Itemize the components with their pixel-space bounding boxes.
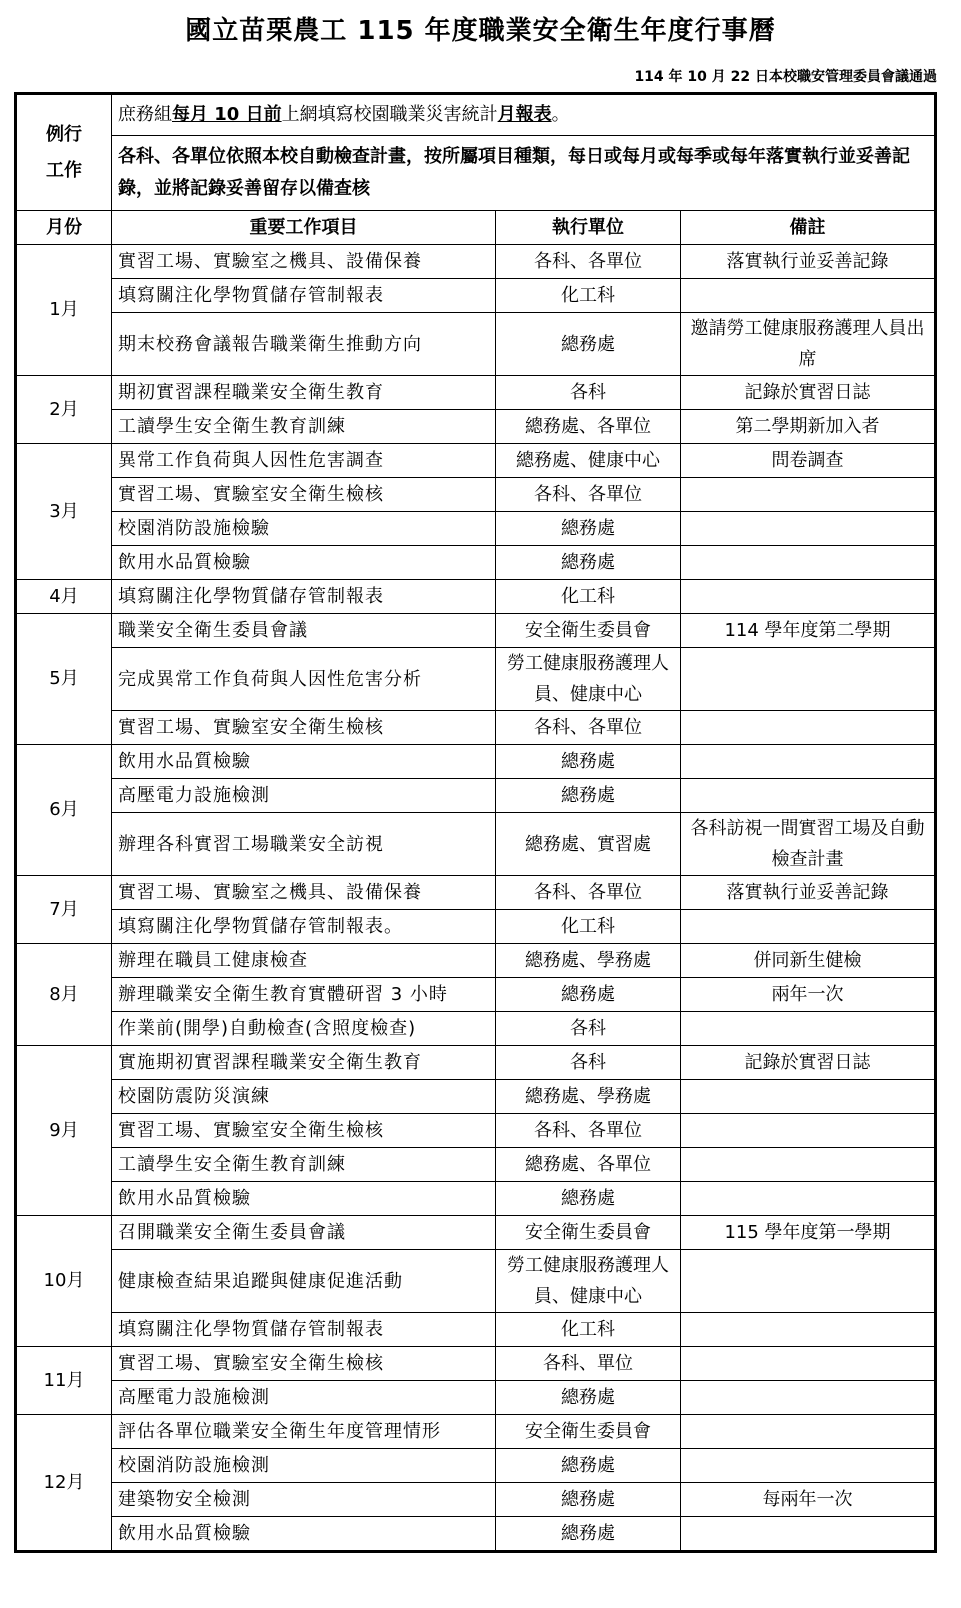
calendar-table: [14, 92, 937, 1553]
month-cell: 10月: [16, 1216, 112, 1347]
unit-cell: 總務處、學務處: [496, 1080, 681, 1114]
note-cell: 記錄於實習日誌: [681, 1046, 936, 1080]
month-cell: 12月: [16, 1415, 112, 1552]
routine-item-1: [112, 94, 936, 136]
header-unit: 執行單位: [496, 211, 681, 245]
item-cell: 實習工場、實驗室安全衛生檢核: [112, 1114, 496, 1148]
unit-cell: 總務處: [496, 978, 681, 1012]
unit-cell: 化工科: [496, 910, 681, 944]
routine-label-line2: 工作: [46, 159, 82, 181]
item-cell: 實習工場、實驗室安全衛生檢核: [112, 1347, 496, 1381]
month-cell: 3月: [16, 444, 112, 580]
table-row: [16, 1182, 936, 1216]
unit-cell: 總務處: [496, 1483, 681, 1517]
item-cell: 填寫關注化學物質儲存管制報表: [112, 279, 496, 313]
routine-text: 。: [551, 104, 570, 125]
table-row: [16, 376, 936, 410]
unit-cell: 各科、單位: [496, 1347, 681, 1381]
month-cell: 6月: [16, 745, 112, 876]
note-cell: [681, 1313, 936, 1347]
table-row: [16, 313, 936, 376]
item-cell: 工讀學生安全衛生教育訓練: [112, 1148, 496, 1182]
header-note: 備註: [681, 211, 936, 245]
item-cell: 實習工場、實驗室安全衛生檢核: [112, 711, 496, 745]
table-row: [16, 512, 936, 546]
routine-text: 上網填寫校園職業災害統計: [281, 104, 498, 125]
note-cell: [681, 1347, 936, 1381]
unit-cell: 總務處、健康中心: [496, 444, 681, 478]
table-header: [16, 211, 936, 245]
header-month: 月份: [16, 211, 112, 245]
note-cell: 落實執行並妥善記錄: [681, 245, 936, 279]
month-cell: 9月: [16, 1046, 112, 1216]
table-row: [16, 1449, 936, 1483]
item-cell: 飲用水品質檢驗: [112, 745, 496, 779]
month-cell: 11月: [16, 1347, 112, 1415]
table-row: [16, 279, 936, 313]
note-cell: 第二學期新加入者: [681, 410, 936, 444]
table-row: [16, 813, 936, 876]
item-cell: 飲用水品質檢驗: [112, 1517, 496, 1552]
unit-cell: 各科、各單位: [496, 478, 681, 512]
unit-cell: 總務處、各單位: [496, 410, 681, 444]
unit-cell: 各科、各單位: [496, 245, 681, 279]
table-row: [16, 1046, 936, 1080]
unit-cell: 安全衛生委員會: [496, 614, 681, 648]
unit-cell: 化工科: [496, 580, 681, 614]
item-cell: 校園消防設施檢測: [112, 1449, 496, 1483]
table-row: [16, 1517, 936, 1552]
item-cell: 完成異常工作負荷與人因性危害分析: [112, 648, 496, 711]
document-title: 國立苗栗農工 115 年度職業安全衛生年度行事曆: [185, 16, 776, 46]
unit-cell: 勞工健康服務護理人員、健康中心: [496, 648, 681, 711]
month-cell: 1月: [16, 245, 112, 376]
item-cell: 期末校務會議報告職業衛生推動方向: [112, 313, 496, 376]
table-row: [16, 978, 936, 1012]
note-cell: 115 學年度第一學期: [681, 1216, 936, 1250]
table-row: [16, 1216, 936, 1250]
item-cell: 高壓電力設施檢測: [112, 1381, 496, 1415]
item-cell: 辦理各科實習工場職業安全訪視: [112, 813, 496, 876]
routine-deadline: 每月 10 日前: [172, 104, 282, 125]
routine-row-2: [16, 136, 936, 211]
item-cell: 工讀學生安全衛生教育訓練: [112, 410, 496, 444]
item-cell: 高壓電力設施檢測: [112, 779, 496, 813]
month-cell: 2月: [16, 376, 112, 444]
note-cell: [681, 1012, 936, 1046]
table-row: [16, 1347, 936, 1381]
note-cell: [681, 779, 936, 813]
table-row: [16, 1080, 936, 1114]
unit-cell: 總務處、實習處: [496, 813, 681, 876]
routine-item-2: 各科、各單位依照本校自動檢查計畫，按所屬項目種類，每日或每月或每季或每年落實執行並妥善記錄，並將記錄妥善留存以備查核: [112, 136, 936, 211]
item-cell: 校園防震防災演練: [112, 1080, 496, 1114]
note-cell: 兩年一次: [681, 978, 936, 1012]
table-row: [16, 546, 936, 580]
item-cell: 填寫關注化學物質儲存管制報表: [112, 580, 496, 614]
table-row: [16, 1381, 936, 1415]
note-cell: 問卷調查: [681, 444, 936, 478]
note-cell: [681, 1449, 936, 1483]
unit-cell: 總務處: [496, 1449, 681, 1483]
unit-cell: 總務處: [496, 1182, 681, 1216]
item-cell: 健康檢查結果追蹤與健康促進活動: [112, 1250, 496, 1313]
unit-cell: 總務處: [496, 745, 681, 779]
note-cell: 記錄於實習日誌: [681, 376, 936, 410]
note-cell: [681, 1080, 936, 1114]
note-cell: [681, 512, 936, 546]
unit-cell: 化工科: [496, 279, 681, 313]
item-cell: 評估各單位職業安全衛生年度管理情形: [112, 1415, 496, 1449]
table-row: [16, 1313, 936, 1347]
unit-cell: 總務處、各單位: [496, 1148, 681, 1182]
unit-cell: 安全衛生委員會: [496, 1216, 681, 1250]
unit-cell: 總務處: [496, 313, 681, 376]
routine-row-1: [16, 94, 936, 136]
table-row: [16, 648, 936, 711]
routine-text: 庶務組: [118, 104, 172, 125]
note-cell: [681, 1182, 936, 1216]
item-cell: 建築物安全檢測: [112, 1483, 496, 1517]
unit-cell: 總務處、學務處: [496, 944, 681, 978]
table-row: [16, 410, 936, 444]
note-cell: [681, 1381, 936, 1415]
unit-cell: 總務處: [496, 779, 681, 813]
item-cell: 期初實習課程職業安全衛生教育: [112, 376, 496, 410]
note-cell: 114 學年度第二學期: [681, 614, 936, 648]
note-cell: 併同新生健檢: [681, 944, 936, 978]
item-cell: 實施期初實習課程職業安全衛生教育: [112, 1046, 496, 1080]
item-cell: 異常工作負荷與人因性危害調查: [112, 444, 496, 478]
item-cell: 校園消防設施檢驗: [112, 512, 496, 546]
table-row: [16, 1114, 936, 1148]
note-cell: [681, 1114, 936, 1148]
table-row: [16, 614, 936, 648]
table-row: [16, 478, 936, 512]
note-cell: [681, 1517, 936, 1552]
routine-report: 月報表: [497, 104, 552, 125]
unit-cell: 各科: [496, 1012, 681, 1046]
item-cell: 辦理在職員工健康檢查: [112, 944, 496, 978]
item-cell: 填寫關注化學物質儲存管制報表。: [112, 910, 496, 944]
routine-label-line1: 例行: [46, 123, 82, 145]
unit-cell: 各科: [496, 1046, 681, 1080]
table-row: [16, 1483, 936, 1517]
item-cell: 實習工場、實驗室之機具、設備保養: [112, 245, 496, 279]
table-row: [16, 444, 936, 478]
item-cell: 辦理職業安全衛生教育實體研習 3 小時: [112, 978, 496, 1012]
month-cell: 5月: [16, 614, 112, 745]
table-row: [16, 711, 936, 745]
note-cell: 落實執行並妥善記錄: [681, 876, 936, 910]
item-cell: 填寫關注化學物質儲存管制報表: [112, 1313, 496, 1347]
unit-cell: 各科、各單位: [496, 876, 681, 910]
item-cell: 職業安全衛生委員會議: [112, 614, 496, 648]
table-row: [16, 1415, 936, 1449]
note-cell: 各科訪視一間實習工場及自動檢查計畫: [681, 813, 936, 876]
table-row: [16, 779, 936, 813]
table-row: [16, 876, 936, 910]
unit-cell: 總務處: [496, 546, 681, 580]
note-cell: [681, 711, 936, 745]
item-cell: 實習工場、實驗室安全衛生檢核: [112, 478, 496, 512]
note-cell: 每兩年一次: [681, 1483, 936, 1517]
unit-cell: 各科、各單位: [496, 711, 681, 745]
item-cell: 飲用水品質檢驗: [112, 1182, 496, 1216]
table-row: [16, 245, 936, 279]
unit-cell: 總務處: [496, 512, 681, 546]
unit-cell: 安全衛生委員會: [496, 1415, 681, 1449]
month-cell: 8月: [16, 944, 112, 1046]
note-cell: [681, 745, 936, 779]
item-cell: 實習工場、實驗室之機具、設備保養: [112, 876, 496, 910]
note-cell: [681, 910, 936, 944]
table-row: [16, 1148, 936, 1182]
note-cell: [681, 1250, 936, 1313]
note-cell: 邀請勞工健康服務護理人員出席: [681, 313, 936, 376]
note-cell: [681, 546, 936, 580]
table-row: [16, 1250, 936, 1313]
unit-cell: 各科、各單位: [496, 1114, 681, 1148]
note-cell: [681, 580, 936, 614]
note-cell: [681, 478, 936, 512]
unit-cell: 勞工健康服務護理人員、健康中心: [496, 1250, 681, 1313]
table-row: [16, 910, 936, 944]
header-item: 重要工作項目: [112, 211, 496, 245]
unit-cell: 總務處: [496, 1517, 681, 1552]
note-cell: [681, 1415, 936, 1449]
table-row: [16, 944, 936, 978]
routine-label: [16, 94, 112, 211]
note-cell: [681, 279, 936, 313]
approval-note: 114 年 10 月 22 日本校職安管理委員會議通過: [634, 69, 937, 85]
item-cell: 飲用水品質檢驗: [112, 546, 496, 580]
unit-cell: 總務處: [496, 1381, 681, 1415]
month-cell: 7月: [16, 876, 112, 944]
table-row: [16, 580, 936, 614]
item-cell: 作業前(開學)自動檢查(含照度檢查): [112, 1012, 496, 1046]
item-cell: 召開職業安全衛生委員會議: [112, 1216, 496, 1250]
table-row: [16, 1012, 936, 1046]
unit-cell: 各科: [496, 376, 681, 410]
note-cell: [681, 1148, 936, 1182]
unit-cell: 化工科: [496, 1313, 681, 1347]
note-cell: [681, 648, 936, 711]
table-row: [16, 745, 936, 779]
month-cell: 4月: [16, 580, 112, 614]
